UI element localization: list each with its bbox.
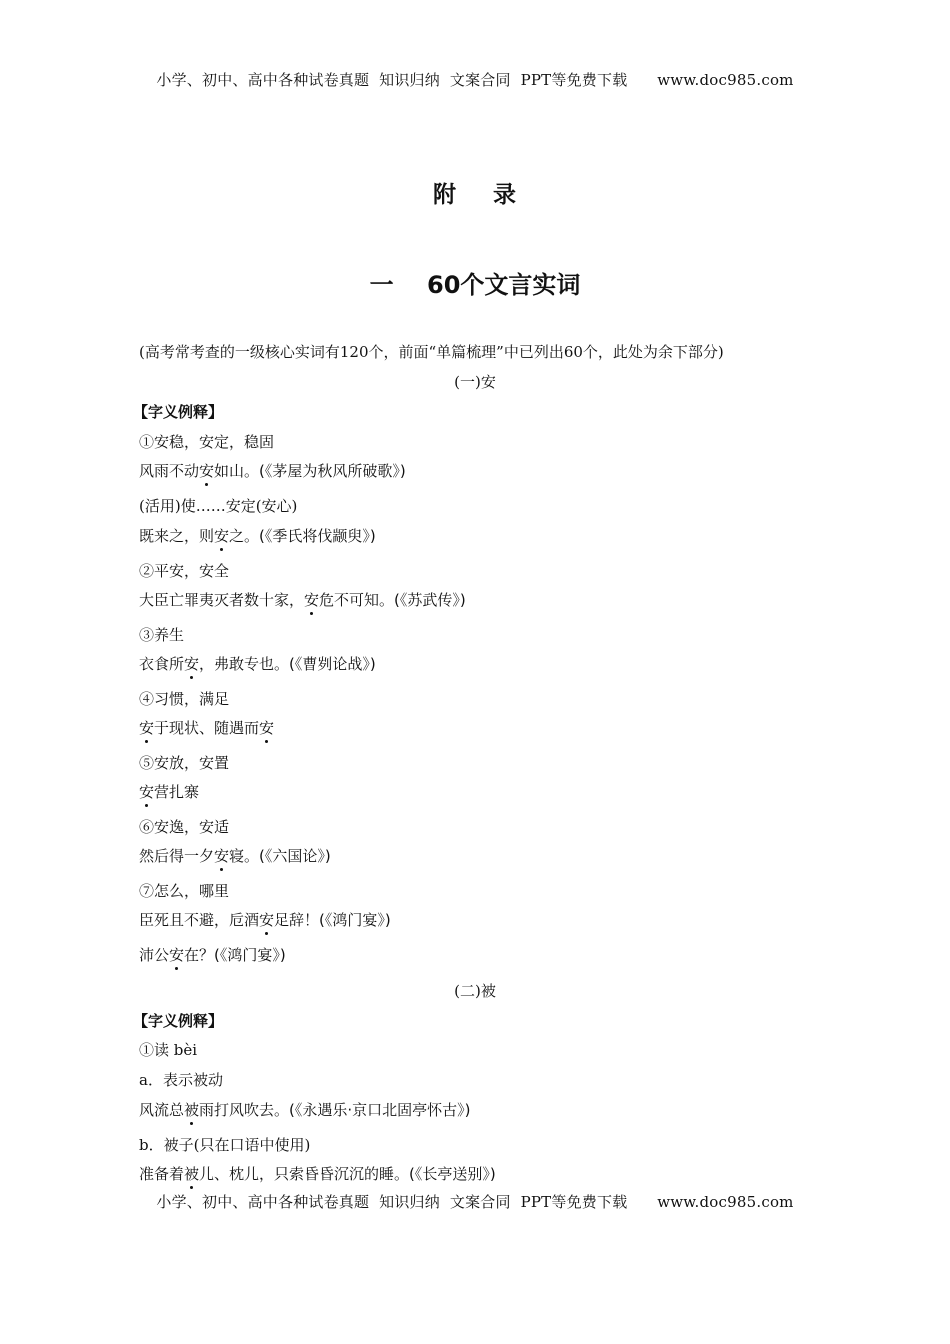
example-text: 寝。(《六国论》) [229, 847, 331, 865]
example-text: 如山。(《茅屋为秋风所破歌》) [214, 462, 406, 480]
emphasized-char: 安 [214, 847, 230, 865]
example-text: 之。(《季氏将伐颛臾》) [229, 527, 376, 545]
meaning-1b: (活用)使……安定(安心) [139, 497, 298, 515]
page-header: 小学、初中、高中各种试卷真题 知识归纳 文案合同 PPT等免费下载 www.doc985.com [156, 71, 794, 89]
example-text: 于现状、随遇而 [154, 719, 260, 737]
entry-title-bei: (二)被 [454, 982, 496, 1000]
entry-heading: 【字义例释】 [133, 1012, 224, 1030]
meaning-3: ③养生 [139, 626, 185, 644]
example-1 [139, 1100, 471, 1120]
example-text: 在？(《鸿门宴》) [184, 946, 286, 964]
example-7 [139, 846, 331, 866]
example-2 [139, 526, 376, 546]
meaning-7: ⑦怎么，哪里 [139, 882, 230, 900]
example-8 [139, 910, 391, 930]
emphasized-char: 安 [259, 719, 275, 737]
example-6 [139, 782, 199, 802]
meaning-6: ⑥安逸，安适 [139, 818, 230, 836]
example-2 [139, 1164, 496, 1184]
example-text: 雨打风吹去。(《永遇乐·京口北固亭怀古》) [199, 1101, 471, 1119]
emphasized-char: 安 [184, 655, 200, 673]
emphasized-char: 安 [139, 719, 155, 737]
meaning-1a: a．表示被动 [139, 1071, 223, 1089]
section-title: 一 60个文言实词 [369, 271, 581, 299]
emphasized-char: 安 [259, 911, 275, 929]
example-text: 足辞！(《鸿门宴》) [274, 911, 391, 929]
example-5 [139, 718, 274, 738]
example-text: 风雨不动 [139, 462, 200, 480]
emphasized-char: 安 [304, 591, 320, 609]
example-text: 既来之，则 [139, 527, 215, 545]
example-4 [139, 654, 376, 674]
meaning-5: ⑤安放，安置 [139, 754, 230, 772]
example-text: 然后得一夕 [139, 847, 215, 865]
example-text: ，弗敢专也。(《曹刿论战》) [199, 655, 376, 673]
entry-heading: 【字义例释】 [133, 403, 224, 421]
meaning-2: ②平安，安全 [139, 562, 230, 580]
example-text: 大臣亡罪夷灭者数十家， [139, 591, 305, 609]
emphasized-char: 安 [139, 783, 155, 801]
page-footer: 小学、初中、高中各种试卷真题 知识归纳 文案合同 PPT等免费下载 www.doc985.com [156, 1193, 794, 1211]
emphasized-char: 安 [169, 946, 185, 964]
example-text: 沛公 [139, 946, 170, 964]
emphasized-char: 安 [214, 527, 230, 545]
emphasized-char: 被 [184, 1101, 200, 1119]
example-text: 危不可知。(《苏武传》) [319, 591, 466, 609]
meaning-1: ①安稳，安定，稳固 [139, 433, 275, 451]
example-text: 儿、枕儿，只索昏昏沉沉的睡。(《长亭送别》) [199, 1165, 496, 1183]
meaning-1b: b．被子(只在口语中使用) [139, 1136, 311, 1154]
meaning-1: ①读 bèi [139, 1041, 198, 1059]
intro-note: (高考常考查的一级核心实词有120个，前面“单篇梳理”中已列出60个，此处为余下部分) [139, 343, 724, 361]
emphasized-char: 安 [199, 462, 215, 480]
meaning-4: ④习惯，满足 [139, 690, 230, 708]
example-1 [139, 461, 406, 481]
example-9 [139, 945, 286, 965]
entry-title-an: (一)安 [454, 373, 496, 391]
example-3 [139, 590, 466, 610]
appendix-title: 附 录 [432, 182, 518, 208]
example-text: 准备着 [139, 1165, 185, 1183]
example-text: 风流总 [139, 1101, 185, 1119]
emphasized-char: 被 [184, 1165, 200, 1183]
example-text: 衣食所 [139, 655, 185, 673]
example-text: 营扎寨 [154, 783, 200, 801]
example-text: 臣死且不避，卮酒 [139, 911, 260, 929]
